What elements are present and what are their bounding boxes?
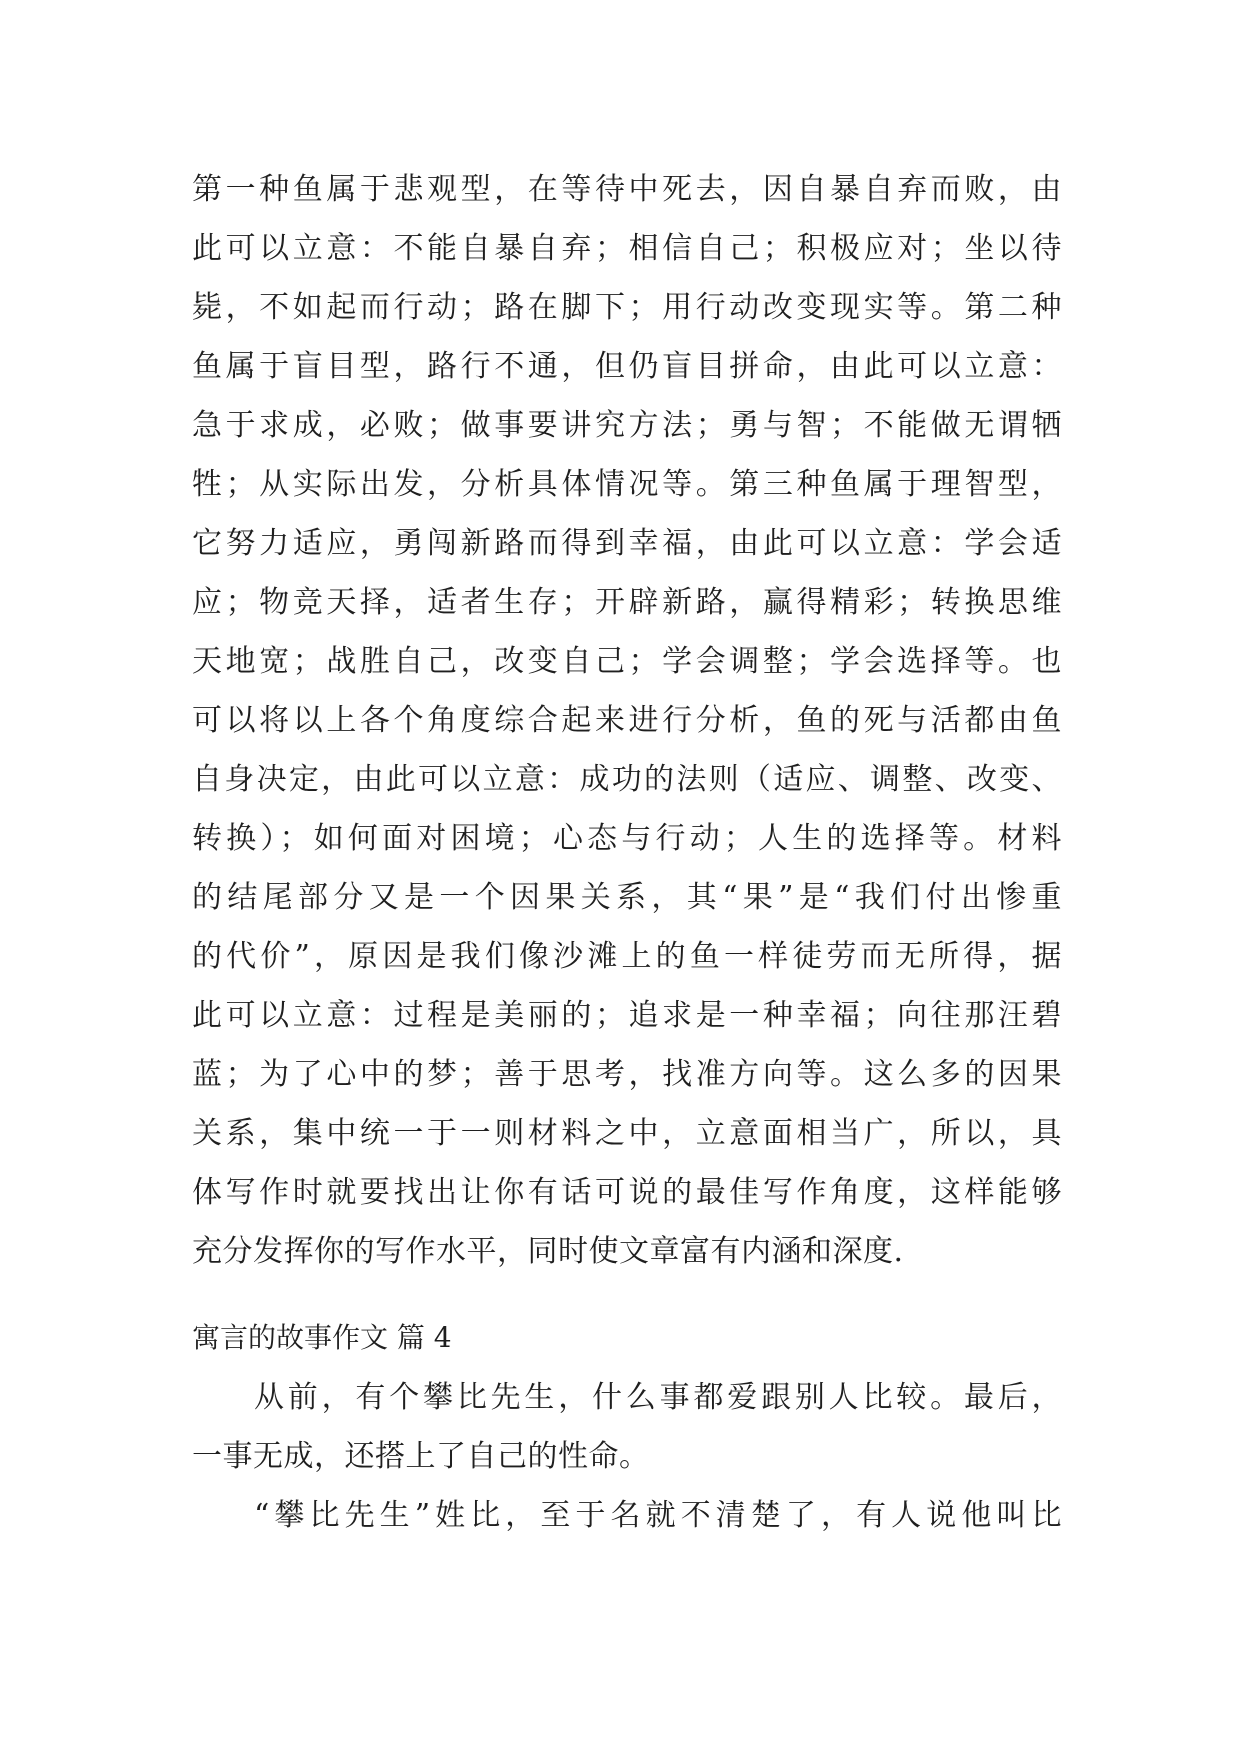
text-line: 此可以立意：过程是美丽的；追求是一种幸福；向往那汪碧 [192,998,1062,1033]
paragraph-continued [192,160,1062,1281]
text-line: “攀比先生”姓比，至于名就不清楚了，有人说他叫比 [254,1498,1062,1533]
text-line: 自身决定，由此可以立意：成功的法则（适应、调整、改变、 [192,762,1062,797]
text-line: 第一种鱼属于悲观型，在等待中死去，因自暴自弃而败，由 [192,172,1062,207]
text-line: 鱼属于盲目型，路行不通，但仍盲目拼命，由此可以立意： [192,349,1062,384]
section-heading: 寓言的故事作文 篇 4 [192,1321,452,1354]
section-4-body [192,1368,1062,1545]
text-line: 充分发挥你的写作水平，同时使文章富有内涵和深度. [192,1234,904,1269]
text-line: 可以将以上各个角度综合起来进行分析，鱼的死与活都由鱼 [192,703,1062,738]
text-line: 体写作时就要找出让你有话可说的最佳写作角度，这样能够 [192,1175,1062,1210]
text-line: 毙，不如起而行动；路在脚下；用行动改变现实等。第二种 [192,290,1062,325]
text-line: 关系，集中统一于一则材料之中，立意面相当广，所以，具 [192,1116,1062,1151]
text-line: 应；物竞天择，适者生存；开辟新路，赢得精彩；转换思维 [192,585,1062,620]
text-line: 天地宽；战胜自己，改变自己；学会调整；学会选择等。也 [192,644,1062,679]
text-line: 的结尾部分又是一个因果关系，其“果”是“我们付出惨重 [192,880,1062,915]
text-line: 此可以立意：不能自暴自弃；相信自己；积极应对；坐以待 [192,231,1062,266]
text-line: 急于求成，必败；做事要讲究方法；勇与智；不能做无谓牺 [192,408,1062,443]
text-line: 它努力适应，勇闯新路而得到幸福，由此可以立意：学会适 [192,526,1062,561]
text-line: 一事无成，还搭上了自己的性命。 [192,1439,650,1474]
text-line: 转换）；如何面对困境；心态与行动；人生的选择等。材料 [192,821,1062,856]
text-line: 的代价”，原因是我们像沙滩上的鱼一样徒劳而无所得，据 [192,939,1062,974]
text-line: 从前，有个攀比先生，什么事都爱跟别人比较。最后， [254,1380,1062,1415]
text-line: 牲；从实际出发，分析具体情况等。第三种鱼属于理智型， [192,467,1062,502]
text-line: 蓝；为了心中的梦；善于思考，找准方向等。这么多的因果 [192,1057,1062,1092]
